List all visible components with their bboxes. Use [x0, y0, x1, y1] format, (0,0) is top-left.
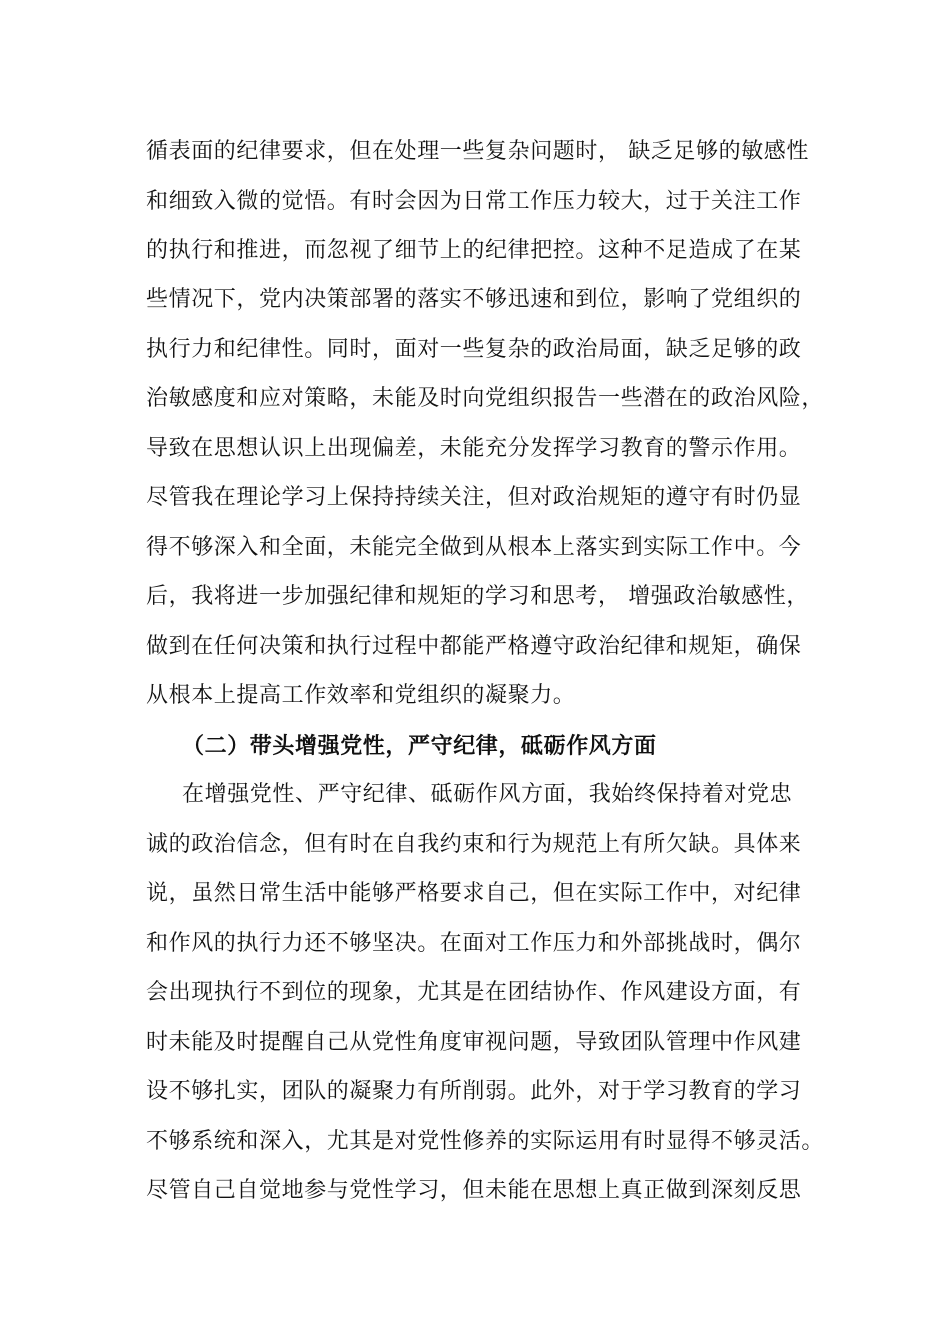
paragraph-line: 诚的政治信念，但有时在自我约束和行为规范上有所欠缺。具体来: [146, 832, 802, 857]
paragraph-line: 尽管自己自觉地参与党性学习，但未能在思想上真正做到深刻反思: [146, 1178, 802, 1203]
paragraph-line: 尽管我在理论学习上保持持续关注，但对政治规矩的遵守有时仍显: [146, 485, 802, 510]
paragraph-line: 在增强党性、严守纪律、砥砺作风方面，我始终保持着对党忠: [182, 782, 793, 807]
paragraph-line: 循表面的纪律要求，但在处理一些复杂问题时， 缺乏足够的敏感性: [146, 139, 809, 164]
paragraph-line: 设不够扎实，团队的凝聚力有所削弱。此外，对于学习教育的学习: [146, 1079, 802, 1104]
paragraph-line: 执行力和纪律性。同时，面对一些复杂的政治局面，缺乏足够的政: [146, 337, 802, 362]
section-heading: （二）带头增强党性，严守纪律，砥砺作风方面: [182, 733, 657, 759]
paragraph-line: 和细致入微的觉悟。有时会因为日常工作压力较大，过于关注工作: [146, 189, 802, 214]
paragraph-line: 导致在思想认识上出现偏差，未能充分发挥学习教育的警示作用。: [146, 436, 802, 461]
paragraph-line: 不够系统和深入，尤其是对党性修养的实际运用有时显得不够灵活。: [146, 1129, 825, 1154]
paragraph-line: 的执行和推进，而忽视了细节上的纪律把控。这种不足造成了在某: [146, 238, 802, 263]
paragraph-line: 治敏感度和应对策略，未能及时向党组织报告一些潜在的政治风险，: [146, 386, 825, 411]
paragraph-line: 做到在任何决策和执行过程中都能严格遵守政治纪律和规矩，确保: [146, 634, 802, 659]
paragraph-line: 从根本上提高工作效率和党组织的凝聚力。: [146, 683, 576, 708]
paragraph-line: 时未能及时提醒自己从党性角度审视问题，导致团队管理中作风建: [146, 1030, 802, 1055]
paragraph-line: 会出现执行不到位的现象，尤其是在团结协作、作风建设方面，有: [146, 980, 802, 1005]
paragraph-line: 说，虽然日常生活中能够严格要求自己，但在实际工作中，对纪律: [146, 881, 802, 906]
paragraph-line: 得不够深入和全面，未能完全做到从根本上落实到实际工作中。今: [146, 535, 802, 560]
paragraph-line: 后，我将进一步加强纪律和规矩的学习和思考， 增强政治敏感性，: [146, 584, 809, 609]
paragraph-line: 和作风的执行力还不够坚决。在面对工作压力和外部挑战时，偶尔: [146, 931, 802, 956]
paragraph-line: 些情况下，党内决策部署的落实不够迅速和到位，影响了党组织的: [146, 287, 802, 312]
